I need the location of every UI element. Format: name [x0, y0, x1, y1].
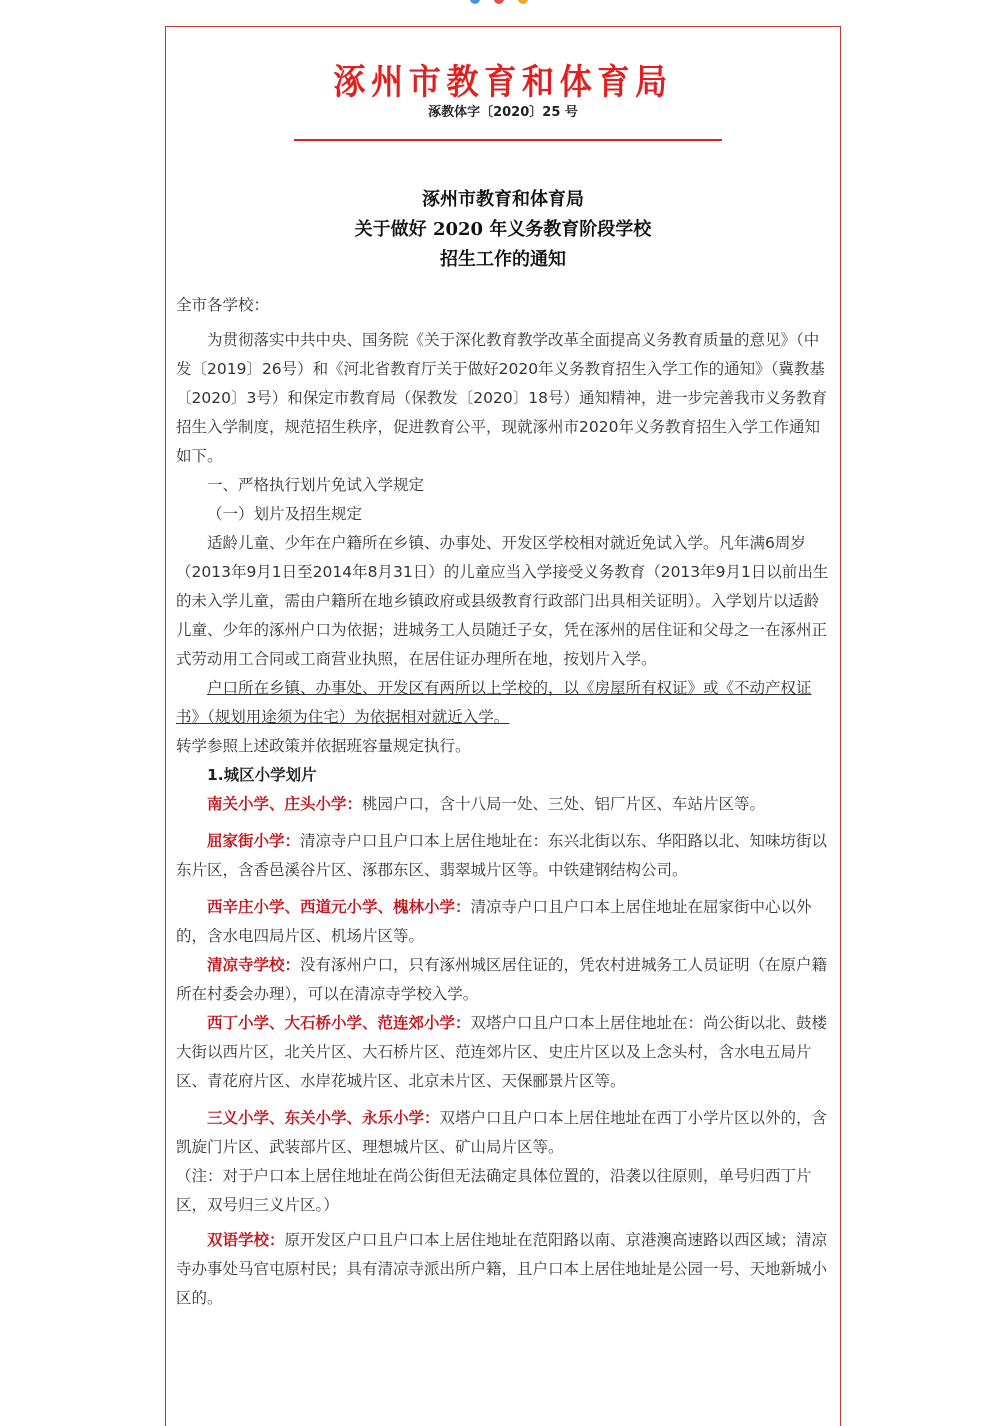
- dot-icon: [494, 0, 504, 4]
- section-heading: 一、严格执行划片免试入学规定: [207, 476, 425, 494]
- age-rule-paragraph: 适龄儿童、少年在户籍所在乡镇、办事处、开发区学校相对就近免试入学。凡年满6周岁（2013年9月1日至2014年8月31日）的儿童应当入学接受义务教育（2013年9月1日以前出生的未入学儿童，需由户籍所在地乡镇政府或县级教育行政部门出具相关证明）。入学划片以适龄儿童、少年的涿州户口为依据；进城务工人员随迁子女，凭在涿州的居住证和父母之一在涿州正式劳动用工合同或工商营业执照，在居住证办理所在地，按划片入学。: [176, 534, 829, 668]
- red-divider: [294, 139, 722, 141]
- zone-paragraph: [176, 1226, 830, 1313]
- school-names: 三义小学、东关小学、永乐小学：: [207, 1109, 440, 1127]
- zone-description: 桃园户口，含十八局一处、三处、铝厂片区、车站片区等。: [362, 795, 766, 813]
- dot-icon: [518, 0, 528, 4]
- school-names: 双语学校：: [207, 1231, 285, 1249]
- city-zone-heading: 1.城区小学划片: [207, 766, 317, 784]
- notice-title: [166, 185, 840, 275]
- loading-dots: [470, 0, 540, 6]
- property-rule-paragraph: 户口所在乡镇、办事处、开发区有两所以上学校的，以《房屋所有权证》或《不动产权证书》（规划用途须为住宅）为依据相对就近入学。: [176, 679, 812, 726]
- subsection-heading: （一）划片及招生规定: [207, 505, 363, 523]
- school-names: 清凉寺学校：: [207, 956, 301, 974]
- zone-paragraph: [176, 893, 830, 951]
- school-names: 西辛庄小学、西道元小学、槐林小学：: [207, 898, 471, 916]
- title-line-1: 涿州市教育和体育局: [422, 189, 584, 210]
- intro-paragraph: 为贯彻落实中共中央、国务院《关于深化教育教学改革全面提高义务教育质量的意见》（中发〔2019〕26号）和《河北省教育厅关于做好2020年义务教育招生入学工作的通知》（冀教基〔2020〕3号）和保定市教育局（保教发〔2020〕18号）通知精神，进一步完善我市义务教育招生入学制度，规范招生秩序，促进教育公平，现就涿州市2020年义务教育招生入学工作通知如下。: [176, 331, 827, 465]
- transfer-paragraph: 转学参照上述政策并依据班容量规定执行。: [176, 737, 471, 755]
- zone-paragraph: [176, 951, 830, 1009]
- school-names: 屈家街小学：: [207, 832, 301, 850]
- salutation: 全市各学校：: [176, 296, 270, 314]
- document-number: 涿教体字〔2020〕25 号: [428, 105, 578, 120]
- title-line-2: 关于做好 2020 年义务教育阶段学校: [354, 219, 652, 240]
- zone-paragraph: [176, 1104, 830, 1162]
- school-names: 南关小学、庄头小学：: [207, 795, 363, 813]
- document-page: [165, 26, 841, 1426]
- school-names: 西丁小学、大石桥小学、范连郊小学：: [207, 1014, 471, 1032]
- dot-icon: [470, 0, 480, 4]
- notice-body: [176, 291, 830, 1313]
- zone-paragraph: [176, 827, 830, 885]
- zone-description: 原开发区户口且户口本上居住地址在范阳路以南、京港澳高速路以西区域；清凉寺办事处马官屯原村民；具有清凉寺派出所户籍，且户口本上居住地址是公园一号、天地新城小区的。: [176, 1231, 828, 1307]
- zone-description: 清凉寺户口且户口本上居住地址在屈家街中心以外的，含水电四局片区、机场片区等。: [176, 898, 812, 945]
- zone-description: 双塔户口且户口本上居住地址在西丁小学片区以外的，含凯旋门片区、武装部片区、理想城片区、矿山局片区等。: [176, 1109, 828, 1156]
- agency-header: 涿州市教育和体育局: [333, 62, 673, 103]
- zone-description: 双塔户口且户口本上居住地址在：尚公街以北、鼓楼大街以西片区，北关片区、大石桥片区、范连郊片区、史庄片区以及上念头村，含水电五局片区、青花府片区、水岸花城片区、北京未片区、天保郦景片区等。: [176, 1014, 828, 1090]
- zone-paragraph: [176, 790, 830, 819]
- zone-description: 没有涿州户口，只有涿州城区居住证的，凭农村进城务工人员证明（在原户籍所在村委会办理），可以在清凉寺学校入学。: [176, 956, 828, 1003]
- zone-paragraph: [176, 1009, 830, 1096]
- zone-description: 清凉寺户口且户口本上居住地址在：东兴北街以东、华阳路以北、知味坊街以东片区，含香邑溪谷片区、涿郡东区、翡翠城片区等。中铁建钢结构公司。: [176, 832, 828, 879]
- note-paragraph: （注：对于户口本上居住地址在尚公街但无法确定具体位置的，沿袭以往原则，单号归西丁片区，双号归三义片区。）: [176, 1167, 812, 1214]
- title-line-3: 招生工作的通知: [440, 249, 566, 270]
